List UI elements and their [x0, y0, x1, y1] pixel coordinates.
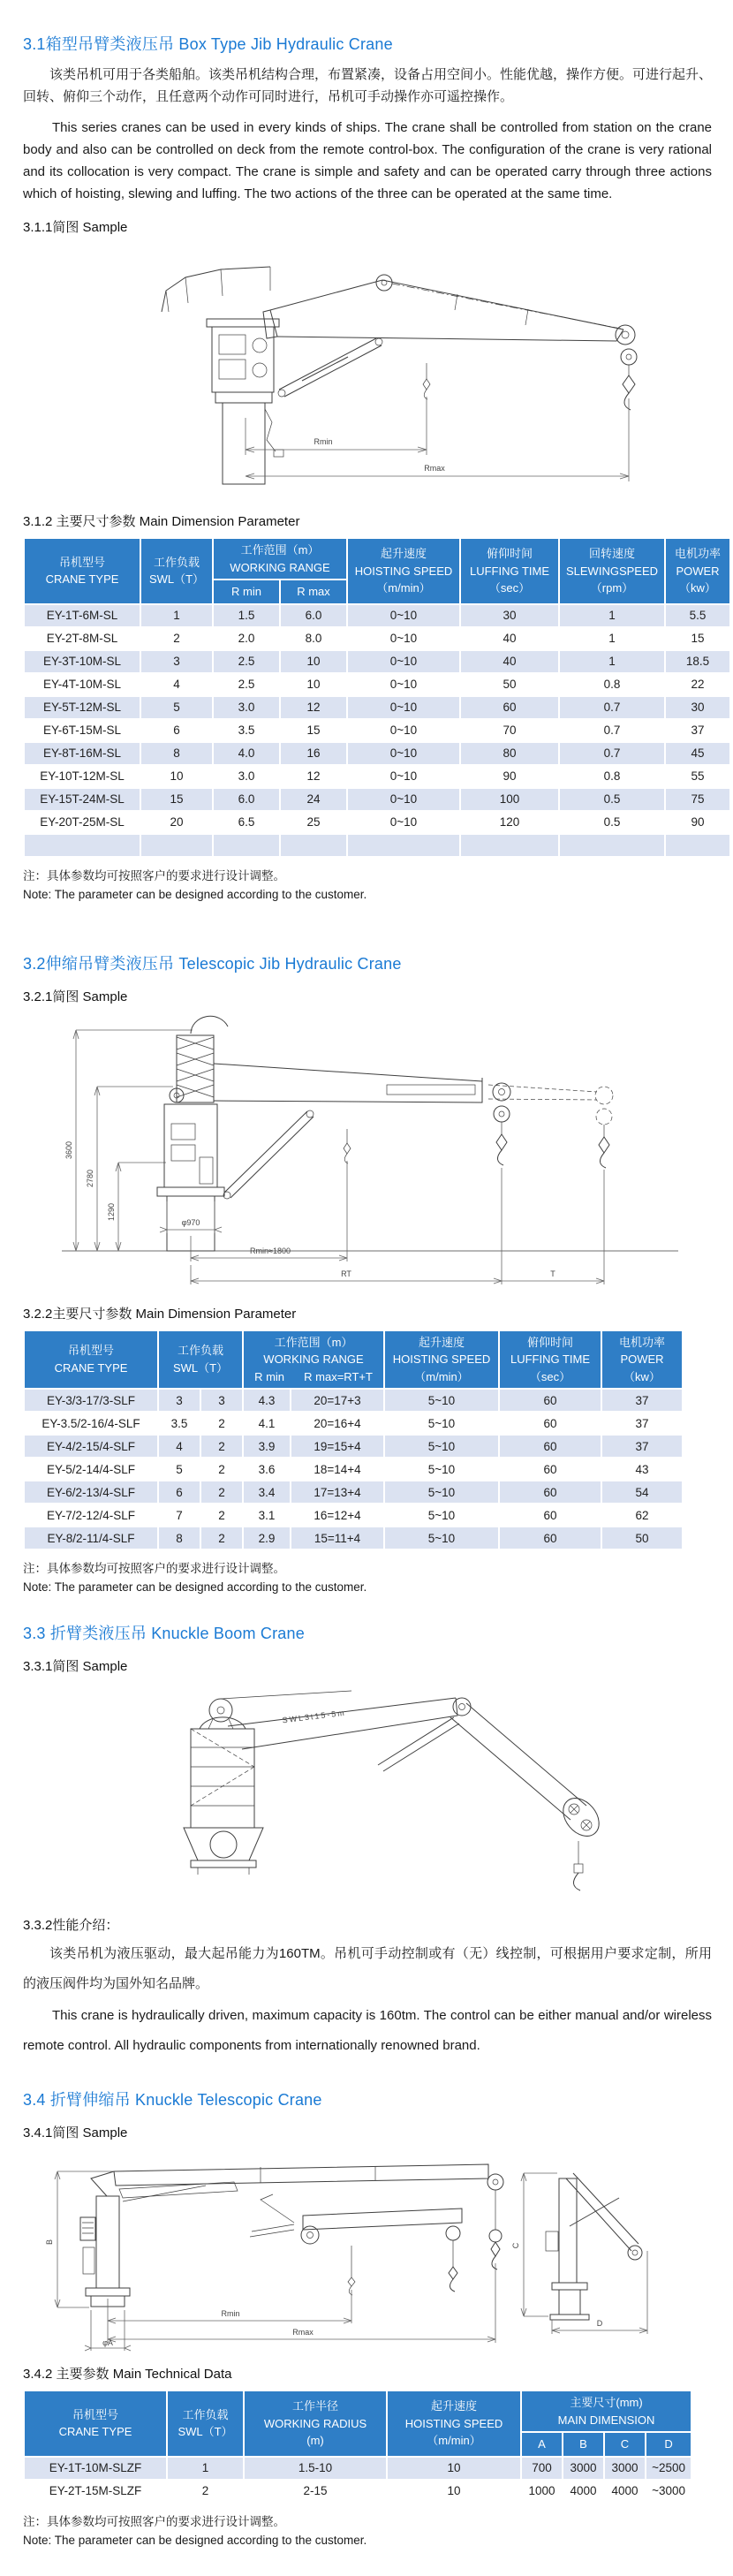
table-row: [25, 605, 729, 626]
table-cell: 6: [159, 1481, 200, 1503]
note-34-cn: 注：具体参数均可按照客户的要求进行设计调整。: [23, 2514, 285, 2528]
th-power: 电机功率 POWER （kw）: [602, 1331, 682, 1389]
table-cell: 20=16+4: [291, 1413, 383, 1434]
table-cell: 3000: [605, 2458, 645, 2479]
th-hoisting-speed: 起升速度 HOISTING SPEED （m/min）: [348, 539, 459, 603]
table-cell: EY-4T-10M-SL: [25, 674, 140, 695]
table-cell: 1: [560, 605, 664, 626]
section-31-paragraph-cn: 该类吊机可用于各类船舶。该类吊机结构合理，布置紧凑，设备占用空间小。性能优越，操作方便。可进行起升、回转、俯仰三个动作，且任意两个动作可同时进行，吊机可手动操作亦可遥控操作。: [23, 67, 713, 104]
table-cell: 37: [602, 1390, 682, 1411]
table-cell: EY-1T-10M-SLZF: [25, 2458, 166, 2479]
th-dim-c: C: [605, 2433, 645, 2456]
table-cell: 6.0: [214, 789, 279, 810]
th-crane-type: 吊机型号 CRANE TYPE: [25, 2391, 166, 2456]
main-technical-data-table-34: [23, 2390, 692, 2504]
table-cell: 40: [461, 628, 558, 649]
table-row: [25, 789, 729, 810]
table-cell: 60: [500, 1481, 601, 1503]
th-power: 电机功率 POWER （kw）: [666, 539, 729, 603]
table-cell: 0.8: [560, 674, 664, 695]
section-34-heading: 3.4 折臂伸缩吊 Knuckle Telescopic Crane: [23, 2091, 322, 2109]
table-cell: 2: [201, 1504, 242, 1526]
table-cell: 5: [159, 1458, 200, 1480]
dim-label-rmax: Rmax: [292, 2328, 314, 2337]
dim-label-rmin-1800: Rmin≈1800: [250, 1246, 291, 1255]
table-cell: 4.1: [244, 1413, 290, 1434]
table-cell: 60: [500, 1504, 601, 1526]
table-cell: 62: [602, 1504, 682, 1526]
th-r-max: R max: [281, 580, 346, 603]
table-cell: 5~10: [385, 1413, 498, 1434]
table-cell: 1.5: [214, 605, 279, 626]
th-dim-b: B: [563, 2433, 603, 2456]
table-cell: 0~10: [348, 674, 459, 695]
table-cell: [461, 835, 558, 856]
note-34: [23, 2512, 715, 2549]
th-luffing-time: 俯仰时间 LUFFING TIME （sec）: [500, 1331, 601, 1389]
table-row: [25, 1527, 682, 1549]
table-cell: 4000: [563, 2481, 603, 2502]
th-slewing-speed: 回转速度 SLEWINGSPEED （rpm）: [560, 539, 664, 603]
th-dim-a: A: [522, 2433, 562, 2456]
table-cell: EY-7/2-12/4-SLF: [25, 1504, 157, 1526]
table-cell: 60: [500, 1436, 601, 1457]
table-cell: EY-20T-25M-SL: [25, 812, 140, 833]
table-cell: 18=14+4: [291, 1458, 383, 1480]
table-cell: EY-5/2-14/4-SLF: [25, 1458, 157, 1480]
note-31-cn: 注：具体参数均可按照客户的要求进行设计调整。: [23, 868, 285, 883]
dim-label-rmax: Rmax: [424, 464, 445, 473]
table-cell: 3.1: [244, 1504, 290, 1526]
section-32-heading: 3.2伸缩吊臂类液压吊 Telescopic Jib Hydraulic Crane: [23, 954, 402, 973]
note-31: [23, 867, 715, 904]
table-cell: 0.7: [560, 720, 664, 741]
dim-label-rmin: Rmin: [314, 437, 333, 446]
table-cell: 19=15+4: [291, 1436, 383, 1457]
table-cell: EY-4/2-15/4-SLF: [25, 1436, 157, 1457]
section-31-heading: 3.1箱型吊臂类液压吊 Box Type Jib Hydraulic Crane: [23, 35, 393, 53]
table-cell: EY-2T-15M-SLZF: [25, 2481, 166, 2502]
table-cell: 24: [281, 789, 346, 810]
table-cell: 3: [141, 651, 212, 672]
th-working-range: 工作范围（m） WORKING RANGE R min R max=RT+T: [244, 1331, 383, 1389]
table-cell: 20=17+3: [291, 1390, 383, 1411]
table-cell: ~2500: [646, 2458, 691, 2479]
table-row: [25, 1390, 682, 1411]
th-swl: 工作负载 SWL（T）: [168, 2391, 243, 2456]
note-32-cn: 注：具体参数均可按照客户的要求进行设计调整。: [23, 1562, 285, 1575]
table-cell: EY-2T-8M-SL: [25, 628, 140, 649]
table-cell: 7: [159, 1504, 200, 1526]
section-332-paragraph-en: This crane is hydraulically driven, maximum capacity is 160tm. The control can be either manual and/or wireless remote control. All hydraulic components from internationally renowned brand.: [23, 2008, 712, 2053]
table-cell: 22: [666, 674, 729, 695]
table-cell: 3.5: [214, 720, 279, 741]
th-r-max-rtt: R max=RT+T: [304, 1369, 373, 1383]
table-cell: EY-6T-15M-SL: [25, 720, 140, 741]
table-cell: 0~10: [348, 720, 459, 741]
dim-label-1290: 1290: [107, 1202, 116, 1221]
note-34-en: Note: The parameter can be designed according to the customer.: [23, 2533, 367, 2547]
table-cell: 20: [141, 812, 212, 833]
table-cell: 3: [201, 1390, 242, 1411]
table-cell: EY-3/3-17/3-SLF: [25, 1390, 157, 1411]
crane-drawing: [45, 2164, 647, 2351]
table-cell: 75: [666, 789, 729, 810]
table-cell: 16: [281, 743, 346, 764]
table-cell: 4.3: [244, 1390, 290, 1411]
table-cell: EY-1T-6M-SL: [25, 605, 140, 626]
th-hoisting-speed: 起升速度 HOISTING SPEED （m/min）: [388, 2391, 520, 2456]
th-luffing-time: 俯仰时间 LUFFING TIME （sec）: [461, 539, 558, 603]
table-cell: 60: [500, 1458, 601, 1480]
table-cell: 12: [281, 697, 346, 718]
th-crane-type: 吊机型号 CRANE TYPE: [25, 539, 140, 603]
table-cell: 5~10: [385, 1481, 498, 1503]
table-cell: 0~10: [348, 766, 459, 787]
th-hoisting-speed: 起升速度 HOISTING SPEED （m/min）: [385, 1331, 498, 1389]
dim-label-2780: 2780: [86, 1169, 94, 1187]
table-row: [25, 628, 729, 649]
dim-label-diaA: φA: [102, 2338, 113, 2347]
dim-label-3600: 3600: [64, 1140, 73, 1159]
table-cell: 100: [461, 789, 558, 810]
table-cell: 10: [281, 651, 346, 672]
table-cell: 0~10: [348, 697, 459, 718]
table-cell: EY-10T-12M-SL: [25, 766, 140, 787]
table-cell: 3.6: [244, 1458, 290, 1480]
table-cell: 0.8: [560, 766, 664, 787]
table-cell: 30: [666, 697, 729, 718]
table-cell: 60: [500, 1527, 601, 1549]
table-cell: 700: [522, 2458, 562, 2479]
section-331-heading: 3.3.1简图 Sample: [23, 1659, 128, 1674]
table-cell: 30: [461, 605, 558, 626]
table-row: [25, 1481, 682, 1503]
table-cell: 0.7: [560, 697, 664, 718]
table-cell: [214, 835, 279, 856]
telescopic-jib-crane-diagram: [42, 1011, 696, 1292]
table-cell: 5~10: [385, 1436, 498, 1457]
table-row: [25, 743, 729, 764]
table-cell: 2: [201, 1481, 242, 1503]
table-cell: 90: [666, 812, 729, 833]
table-cell: 8: [141, 743, 212, 764]
table-cell: 5: [141, 697, 212, 718]
table-cell: 0.7: [560, 743, 664, 764]
table-cell: 70: [461, 720, 558, 741]
table-cell: 4: [141, 674, 212, 695]
table-cell: EY-15T-24M-SL: [25, 789, 140, 810]
table-cell: 1: [141, 605, 212, 626]
table-cell: 6.5: [214, 812, 279, 833]
table-cell: EY-5T-12M-SL: [25, 697, 140, 718]
table-cell: 37: [602, 1413, 682, 1434]
table-cell: 2: [201, 1527, 242, 1549]
table-cell: 6.0: [281, 605, 346, 626]
table-cell: 10: [388, 2481, 520, 2502]
section-31-paragraph-en: This series cranes can be used in every kinds of ships. The crane shall be controlled from station on the crane body and also can be controlled on deck from the remote control-box. The configuration of the crane is very rational and its collocation is very compact. The crane is simple and safety and can be operated carry through three actions which of hoisting, slewing and luffing. The two actions of the three can be operated at the same time.: [23, 120, 712, 201]
table-cell: 90: [461, 766, 558, 787]
table-row: [25, 2458, 691, 2479]
table-cell: 15=11+4: [291, 1527, 383, 1549]
table-cell: 37: [666, 720, 729, 741]
section-312-heading: 3.1.2 主要尺寸参数 Main Dimension Parameter: [23, 514, 300, 529]
th-main-dimension: 主要尺寸(mm) MAIN DIMENSION: [522, 2391, 691, 2431]
th-r-min: R min: [254, 1369, 285, 1383]
th-working-range: 工作范围（m） WORKING RANGE: [214, 539, 346, 579]
dim-label-d: D: [596, 2319, 603, 2328]
th-r-min: R min: [214, 580, 279, 603]
table-cell: 60: [500, 1390, 601, 1411]
table-cell: 10: [388, 2458, 520, 2479]
table-cell: 10: [141, 766, 212, 787]
table-cell: 1: [560, 651, 664, 672]
table-cell: 25: [281, 812, 346, 833]
section-322-heading: 3.2.2主要尺寸参数 Main Dimension Parameter: [23, 1306, 297, 1322]
table-cell: [560, 835, 664, 856]
dim-label-rmin: Rmin: [221, 2309, 240, 2318]
table-cell: 1: [560, 628, 664, 649]
table-cell: 3: [159, 1390, 200, 1411]
table-row: [25, 1413, 682, 1434]
note-32: [23, 1559, 715, 1596]
table-cell: 17=13+4: [291, 1481, 383, 1503]
table-cell: 15: [281, 720, 346, 741]
note-32-en: Note: The parameter can be designed according to the customer.: [23, 1580, 367, 1594]
table-cell: 4.0: [214, 743, 279, 764]
table-cell: EY-6/2-13/4-SLF: [25, 1481, 157, 1503]
table-row: [25, 697, 729, 718]
table-cell: 0~10: [348, 812, 459, 833]
section-311-heading: 3.1.1简图 Sample: [23, 220, 128, 235]
table-cell: 54: [602, 1481, 682, 1503]
dim-label-c: C: [511, 2242, 520, 2249]
th-swl: 工作负载 SWL（T）: [159, 1331, 242, 1389]
table-cell: 43: [602, 1458, 682, 1480]
table-cell: 6: [141, 720, 212, 741]
table-cell: 55: [666, 766, 729, 787]
table-cell: 5~10: [385, 1390, 498, 1411]
crane-drawing: [184, 1691, 606, 1890]
table-cell: [348, 835, 459, 856]
table-cell: 37: [602, 1436, 682, 1457]
table-cell: 3.4: [244, 1481, 290, 1503]
section-342-heading: 3.4.2 主要参数 Main Technical Data: [23, 2367, 232, 2382]
crane-drawing: [62, 1016, 678, 1284]
table-cell: [25, 835, 140, 856]
table-cell: 40: [461, 651, 558, 672]
th-working-radius: 工作半径 WORKING RADIUS (m): [245, 2391, 386, 2456]
knuckle-boom-crane-diagram: [87, 1680, 652, 1899]
table-cell: 2: [168, 2481, 243, 2502]
table-cell: 3.9: [244, 1436, 290, 1457]
section-321-heading: 3.2.1简图 Sample: [23, 989, 128, 1004]
table-cell: 45: [666, 743, 729, 764]
note-31-en: Note: The parameter can be designed according to the customer.: [23, 887, 367, 901]
table-cell: ~3000: [646, 2481, 691, 2502]
table-cell: 8.0: [281, 628, 346, 649]
table-cell: 4000: [605, 2481, 645, 2502]
table-cell: 2: [201, 1413, 242, 1434]
table-cell: 1000: [522, 2481, 562, 2502]
table-cell: 50: [602, 1527, 682, 1549]
table-cell: 80: [461, 743, 558, 764]
table-cell: 5~10: [385, 1527, 498, 1549]
table-cell: [666, 835, 729, 856]
section-341-heading: 3.4.1简图 Sample: [23, 2125, 128, 2140]
table-cell: 2: [141, 628, 212, 649]
table-cell: 18.5: [666, 651, 729, 672]
table-row: [25, 720, 729, 741]
knuckle-telescopic-crane-diagram: [29, 2147, 709, 2352]
table-cell: 50: [461, 674, 558, 695]
table-cell: EY-3T-10M-SL: [25, 651, 140, 672]
table-cell: 2.5: [214, 651, 279, 672]
table-row: [25, 674, 729, 695]
section-332-paragraph-cn: 该类吊机为液压驱动，最大起吊能力为160TM。吊机可手动控制或有（无）线控制，可根据用户要求定制，所用的液压阀件均为国外知名品牌。: [23, 1946, 712, 1991]
table-cell: 3000: [563, 2458, 603, 2479]
table-row: [25, 651, 729, 672]
th-crane-type: 吊机型号 CRANE TYPE: [25, 1331, 157, 1389]
table-cell: 4: [159, 1436, 200, 1457]
th-dim-d: D: [646, 2433, 691, 2456]
dim-label-rt: RT: [341, 1269, 351, 1278]
table-row: [25, 766, 729, 787]
crane-drawing: [162, 267, 637, 484]
table-cell: 3.0: [214, 766, 279, 787]
table-cell: 1.5-10: [245, 2458, 386, 2479]
table-cell: EY-8T-16M-SL: [25, 743, 140, 764]
table-cell: 0.5: [560, 789, 664, 810]
boom-swl-label: SWL3t15-5m: [282, 1708, 347, 1725]
table-cell: 3.5: [159, 1413, 200, 1434]
table-row: [25, 2481, 691, 2502]
table-cell: 0~10: [348, 743, 459, 764]
section-332-heading: 3.3.2性能介绍：: [23, 1918, 119, 1933]
table-cell: 2-15: [245, 2481, 386, 2502]
table-cell: [141, 835, 212, 856]
section-33-heading: 3.3 折臂类液压吊 Knuckle Boom Crane: [23, 1625, 305, 1642]
dim-label-t: T: [550, 1269, 555, 1278]
table-cell: 2: [201, 1436, 242, 1457]
main-dimension-table-31: [23, 537, 731, 858]
table-cell: 15: [666, 628, 729, 649]
table-cell: 16=12+4: [291, 1504, 383, 1526]
table-row: [25, 1458, 682, 1480]
table-cell: EY-8/2-11/4-SLF: [25, 1527, 157, 1549]
table-cell: 5~10: [385, 1458, 498, 1480]
table-cell: 0~10: [348, 628, 459, 649]
table-cell: 3.0: [214, 697, 279, 718]
table-cell: 15: [141, 789, 212, 810]
dim-label-b: B: [45, 2239, 54, 2246]
th-swl: 工作负载 SWL（T）: [141, 539, 212, 603]
table-cell: 1: [168, 2458, 243, 2479]
table-row: [25, 1436, 682, 1457]
table-row: [25, 1504, 682, 1526]
table-cell: EY-3.5/2-16/4-SLF: [25, 1413, 157, 1434]
table-cell: 60: [461, 697, 558, 718]
table-cell: 8: [159, 1527, 200, 1549]
table-cell: 0.5: [560, 812, 664, 833]
table-row: [25, 835, 729, 856]
table-cell: 2.0: [214, 628, 279, 649]
table-cell: 0~10: [348, 789, 459, 810]
table-cell: 5.5: [666, 605, 729, 626]
table-cell: 60: [500, 1413, 601, 1434]
table-cell: 10: [281, 674, 346, 695]
table-cell: [281, 835, 346, 856]
table-cell: 0~10: [348, 605, 459, 626]
main-dimension-table-32: [23, 1330, 684, 1551]
table-row: [25, 812, 729, 833]
table-cell: 2.5: [214, 674, 279, 695]
dim-label-dia970: φ970: [181, 1217, 200, 1227]
table-cell: 2.9: [244, 1527, 290, 1549]
table-cell: 2: [201, 1458, 242, 1480]
table-cell: 5~10: [385, 1504, 498, 1526]
box-jib-crane-diagram: [60, 241, 678, 499]
table-cell: 0~10: [348, 651, 459, 672]
table-cell: 120: [461, 812, 558, 833]
table-cell: 12: [281, 766, 346, 787]
